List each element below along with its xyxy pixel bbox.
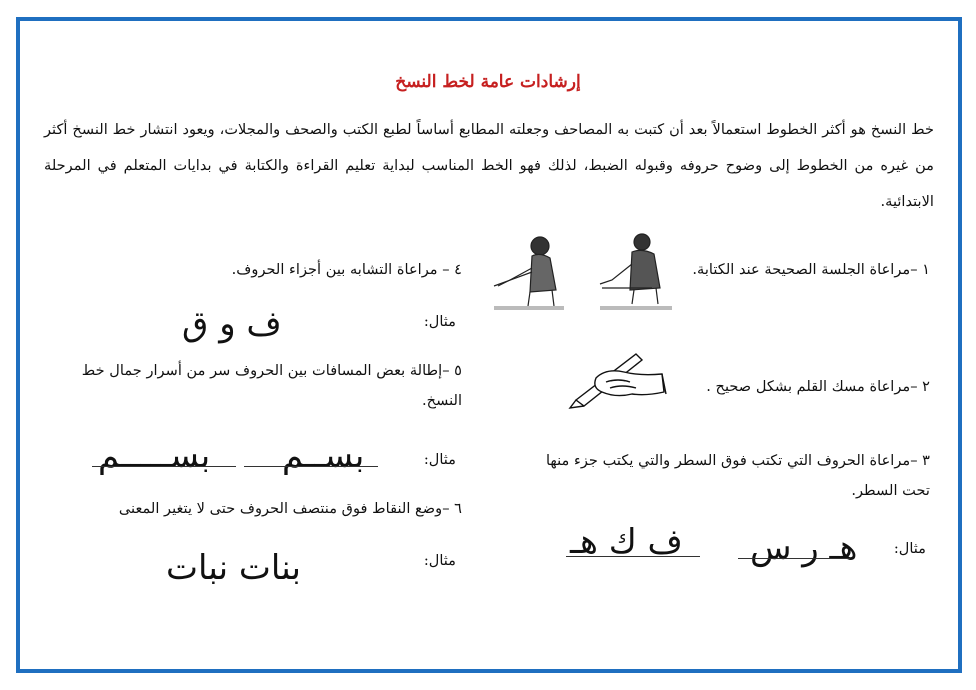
pen-hand-illustration: [566, 348, 670, 410]
sitting-posture-illustration: [492, 228, 682, 314]
example-4-letters: ف و ق: [182, 304, 282, 344]
example-label-5: مثال:: [423, 451, 456, 468]
example-5-word-a: بســم: [282, 436, 365, 476]
example-5-baseline-b: [92, 466, 236, 467]
example-3-baseline-b: [566, 556, 700, 557]
example-label-3: مثال:: [893, 540, 926, 557]
example-3-baseline-a: [738, 558, 850, 559]
example-label-4: مثال:: [423, 313, 456, 330]
guideline-1: ١ –مراعاة الجلسة الصحيحة عند الكتابة.: [692, 261, 930, 278]
example-label-6: مثال:: [423, 552, 456, 569]
example-3-letters-a: هـ ر س: [750, 528, 858, 568]
guideline-4: ٤ – مراعاة التشابه بين أجزاء الحروف.: [231, 261, 462, 278]
example-6-words: بنات نبات: [166, 548, 301, 588]
guideline-2: ٢ –مراعاة مسك القلم بشكل صحيح .: [706, 378, 930, 395]
intro-paragraph: خط النسخ هو أكثر الخطوط استعمالاً بعد أن كتبت به المصاحف وجعلته المطابع أساساً لطبع الكتب والصحف والمجلات، ويعود انتشار خط النسخ أكثر من غيره من الخطوط إلى وضوح حروفه وقبوله الضبط، لذلك فهو الخط المناسب لبداية تعليم القراءة والكتابة في بدايات المتعلم في المرحلة الابتدائية.: [44, 121, 934, 210]
example-5-word-b: بســـــم: [98, 436, 211, 476]
example-3-letters-b: ف ك هـ: [570, 522, 683, 562]
guideline-5: ٥ –إطالة بعض المسافات بين الحروف سر من أسرار جمال خط النسخ.: [81, 362, 462, 409]
page-title: إرشادات عامة لخط النسخ: [395, 72, 581, 92]
example-5-baseline-a: [244, 466, 378, 467]
guideline-3: ٣ –مراعاة الحروف التي تكتب فوق السطر والتي يكتب جزء منها تحت السطر.: [545, 452, 930, 499]
guideline-6: ٦ –وضع النقاط فوق منتصف الحروف حتى لا يتغير المعنى: [118, 500, 462, 517]
